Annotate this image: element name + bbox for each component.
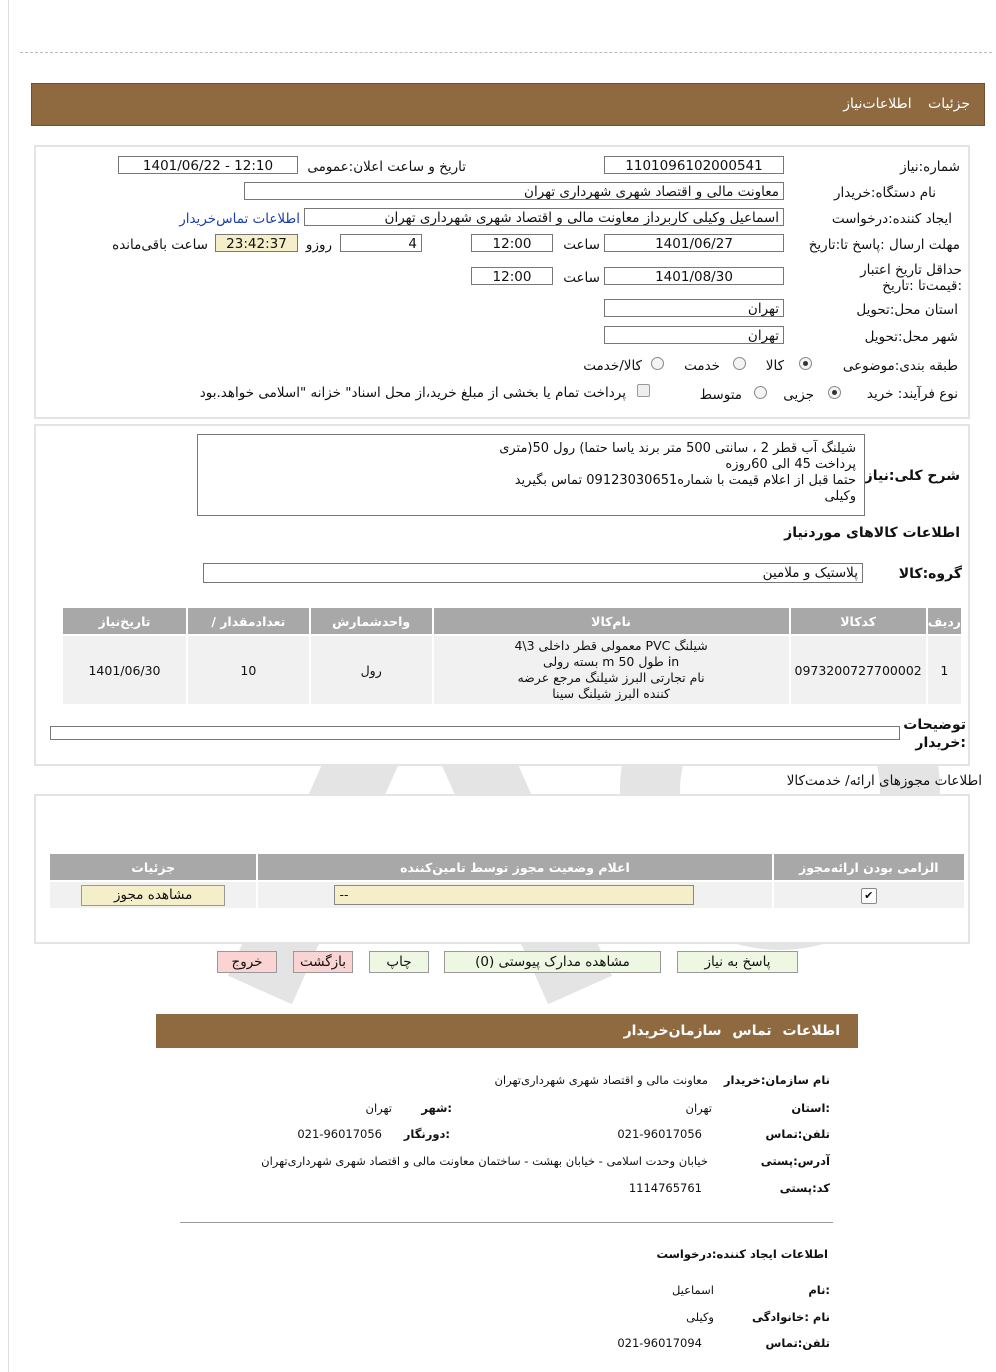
permit-required-cell: [774, 882, 964, 908]
creator-info-title: اطلاعات ایجاد کننده:درخواست: [656, 1247, 828, 1261]
category-goods-label: کالا: [765, 358, 784, 374]
province-field: تهران: [604, 299, 784, 317]
description-line: وکیلی: [824, 489, 856, 504]
goods-group-label: گروه:کالا: [898, 566, 962, 582]
category-label: طبقه بندی:موضوعی: [842, 358, 958, 374]
days-remaining-field: 4: [340, 234, 422, 252]
goods-section-title: اطلاعات کالاهای موردنیاز: [784, 525, 960, 541]
category-both-label: کالا/خدمت: [583, 358, 642, 374]
page-left-border: [8, 0, 9, 1372]
permit-details-cell: [50, 882, 256, 908]
reply-button[interactable]: پاسخ به نیاز: [677, 951, 798, 973]
back-button[interactable]: بازگشت: [293, 951, 353, 973]
contact-city-label: :شهر: [421, 1101, 452, 1115]
need-number-label: شماره:نیاز: [900, 159, 960, 175]
deadline-date-field: 1401/06/27: [604, 234, 784, 252]
header-tabs[interactable]: [843, 96, 970, 112]
permits-table-header: [50, 854, 964, 880]
contact-org-label: نام سازمان:خریدار: [723, 1073, 830, 1087]
col-permit-status: اعلام وضعیت مجوز توسط تامین‌کننده: [258, 854, 771, 880]
permit-status-field: --: [334, 885, 694, 905]
print-button[interactable]: چاپ: [369, 951, 429, 973]
top-divider: [20, 52, 992, 53]
details-header-bar: [31, 83, 985, 126]
col-permit-required: الزامی بودن ارائه‌مجوز: [774, 854, 964, 880]
process-minor-label: جزیی: [783, 387, 814, 403]
description-label: شرح کلی:نیاز: [864, 468, 960, 484]
goods-table: [61, 606, 963, 706]
table-row: [50, 882, 964, 908]
buyer-notes-label: توضیحات :خریدار: [903, 717, 966, 751]
contact-divider: [180, 1222, 833, 1223]
view-permit-button[interactable]: مشاهده مجوز: [81, 885, 225, 906]
buyer-contact-link[interactable]: اطلاعات تماس‌خریدار: [179, 211, 300, 227]
city-field: تهران: [604, 326, 784, 344]
attachments-button[interactable]: مشاهده مدارک پیوستی (0): [444, 951, 661, 973]
contact-phone-label: تلفن:تماس: [765, 1127, 830, 1141]
treasury-payment-checkbox[interactable]: [637, 384, 650, 397]
table-row: [63, 636, 961, 704]
contact-org-value: معاونت مالی و اقتصاد شهری شهرداری‌تهران: [494, 1073, 708, 1087]
goods-table-header: [63, 608, 961, 634]
col-goods-name: نام‌کالا: [434, 608, 789, 634]
col-quantity: / تعدادمقدار: [188, 608, 309, 634]
treasury-payment-note: پرداخت تمام یا بخشی از مبلغ خرید،از محل اسناد" خزانه "اسلامی خواهد.بود: [199, 385, 626, 401]
deadline-time-label: ساعت: [563, 237, 600, 253]
creator-label: ایجاد کننده:درخواست: [831, 211, 952, 227]
remaining-time-label: ساعت باقی‌مانده: [112, 237, 208, 253]
deadline-label: مهلت ارسال :پاسخ تا:تاریخ: [808, 237, 960, 253]
deadline-time-field: 12:00: [471, 234, 553, 252]
contact-fax-value: 021-96017056: [297, 1127, 382, 1141]
permit-status-cell: [258, 882, 771, 908]
validity-time-field: 12:00: [471, 267, 553, 285]
creator-name-value: اسماعیل: [671, 1283, 714, 1297]
row-goods-code: 0973200727700002: [791, 636, 926, 704]
contact-header-bar: [156, 1014, 858, 1048]
col-unit: واحدشمارش: [311, 608, 432, 634]
contact-postal-label: کد:پستی: [779, 1181, 830, 1195]
row-quantity: 10: [188, 636, 309, 704]
buyer-org-field: معاونت مالی و اقتصاد شهری شهرداری تهران: [244, 182, 784, 200]
goods-name-line: in طول 50 m بسته رولی: [542, 654, 680, 669]
need-number-field: 1101096102000541: [604, 156, 784, 174]
row-number: 1: [928, 636, 961, 704]
contact-city-value: تهران: [365, 1101, 392, 1115]
creator-family-label: نام :خانوادگی: [752, 1310, 830, 1324]
process-medium-label: متوسط: [699, 387, 742, 403]
creator-phone-label: تلفن:تماس: [765, 1336, 830, 1350]
validity-time-label: ساعت: [563, 270, 600, 286]
buyer-org-label: نام دستگاه:خریدار: [833, 185, 936, 201]
creator-field: اسماعیل وکیلی کاربرداز معاونت مالی و اقتصاد شهری شهرداری تهران: [304, 208, 784, 226]
permits-section-title: اطلاعات مجوزهای ارائه/ خدمت‌کالا: [786, 773, 982, 789]
tab-details[interactable]: جزئیات: [928, 96, 970, 112]
validity-label: حداقل تاریخ اعتبار :قیمت‌تا :تاریخ: [860, 262, 962, 294]
process-medium-radio[interactable]: [754, 386, 767, 399]
description-line: پرداخت 45 الی 60روزه: [725, 457, 856, 472]
category-both-radio[interactable]: [651, 357, 664, 370]
permits-table: [48, 852, 966, 910]
buyer-notes-field: [50, 726, 900, 740]
contact-address-value: خیابان وحدت اسلامی - خیابان بهشت - ساختمان معاونت مالی و اقتصاد شهری شهرداری‌تهران: [261, 1154, 708, 1168]
row-goods-name: [434, 636, 789, 704]
col-row-number: ردیف: [928, 608, 961, 634]
contact-fax-label: :دورنگار: [403, 1127, 450, 1141]
creator-name-label: :نام: [808, 1283, 830, 1297]
exit-button[interactable]: خروج: [217, 951, 277, 973]
process-label: نوع فرآیند: خرید: [866, 386, 958, 402]
category-service-label: خدمت: [684, 358, 720, 374]
col-need-date: تاریخ‌نیاز: [63, 608, 186, 634]
contact-postal-value: 1114765761: [628, 1181, 702, 1195]
contact-province-label: :استان: [791, 1101, 830, 1115]
validity-date-field: 1401/08/30: [604, 267, 784, 285]
goods-name-line: نام تجارتی البرز شیلنگ مرجع عرضه: [517, 670, 705, 685]
description-box: [197, 434, 865, 516]
province-label: استان محل:تحویل: [856, 302, 958, 318]
creator-phone-value: 021-96017094: [617, 1336, 702, 1350]
category-service-radio[interactable]: [733, 357, 746, 370]
announce-datetime-field: 1401/06/22 - 12:10: [118, 156, 298, 174]
contact-title: اطلاعات تماس سازمان‌خریدار: [623, 1023, 840, 1039]
row-unit: رول: [311, 636, 432, 704]
announce-label: تاریخ و ساعت اعلان:عمومی: [307, 159, 466, 175]
col-goods-code: کدکالا: [791, 608, 926, 634]
goods-name-line: کننده البرز شیلنگ سینا: [552, 686, 670, 701]
permit-required-checkbox[interactable]: ✔: [861, 888, 877, 904]
goods-group-field: پلاستیک و ملامین: [203, 563, 863, 583]
contact-province-value: تهران: [685, 1101, 712, 1115]
remaining-time-field: 23:42:37: [215, 234, 298, 252]
description-line: حتما قبل از اعلام قیمت با شماره09123030651 تماس بگیرید: [514, 473, 856, 488]
description-line: شیلنگ آب قطر 2 ، سانتی 500 متر برند یاسا حتما) رول 50(متری: [499, 441, 856, 456]
row-need-date: 1401/06/30: [63, 636, 186, 704]
creator-family-value: وکیلی: [686, 1310, 714, 1324]
days-label: روزو: [305, 237, 332, 253]
goods-name-line: شیلنگ PVC معمولی قطر داخلی 3\4: [514, 638, 708, 653]
process-minor-radio[interactable]: [828, 386, 841, 399]
city-label: شهر محل:تحویل: [864, 329, 958, 345]
contact-phone-value: 021-96017056: [617, 1127, 702, 1141]
tab-need-info[interactable]: اطلاعات‌نیاز: [843, 96, 912, 112]
category-goods-radio[interactable]: [799, 357, 812, 370]
col-details: جزئیات: [50, 854, 256, 880]
contact-address-label: آدرس:پستی: [760, 1154, 830, 1168]
